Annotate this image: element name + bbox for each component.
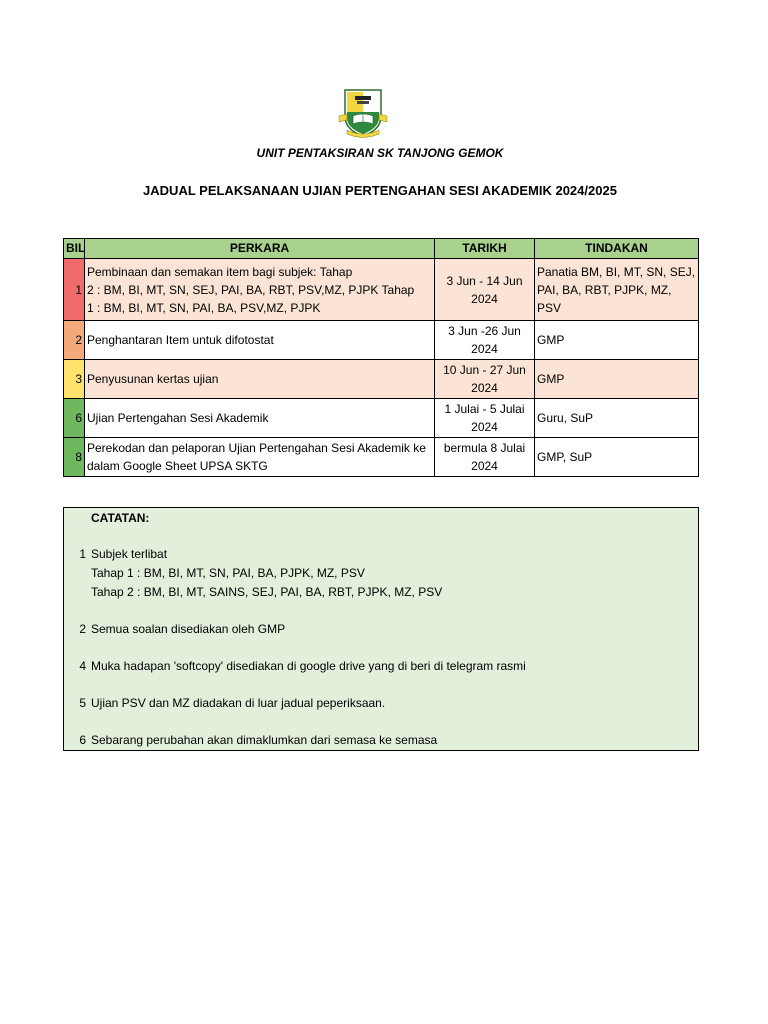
row-tarikh: 3 Jun - 14 Jun 2024: [435, 259, 535, 321]
school-crest-logo: [337, 86, 389, 138]
notes-box: [63, 507, 699, 751]
note-line: Tahap 2 : BM, BI, MT, SAINS, SEJ, PAI, BA, RBT, PJPK, MZ, PSV: [91, 585, 443, 599]
row-tarikh: 1 Julai - 5 Julai 2024: [435, 399, 535, 438]
header-tindakan: TINDAKAN: [535, 239, 699, 259]
row-perkara: Perekodan dan pelaporan Ujian Pertengahan Sesi Akademik ke dalam Google Sheet UPSA SKTG: [85, 438, 435, 477]
note-number: 4: [79, 659, 86, 673]
row-perkara: Penghantaran Item untuk difotostat: [85, 321, 435, 360]
row-tarikh: bermula 8 Julai 2024: [435, 438, 535, 477]
row-perkara: Penyusunan kertas ujian: [85, 360, 435, 399]
row-perkara: Ujian Pertengahan Sesi Akademik: [85, 399, 435, 438]
notes-heading: CATATAN:: [91, 511, 150, 525]
header-bil: BIL: [64, 239, 85, 259]
table-row: [64, 438, 699, 477]
table-row: [64, 360, 699, 399]
row-number: 8: [64, 438, 85, 477]
note-text: [91, 545, 442, 602]
note-number: 1: [79, 547, 86, 561]
row-tarikh: 3 Jun -26 Jun 2024: [435, 321, 535, 360]
perkara-line: Pembinaan dan semakan item bagi subjek: Tahap: [87, 264, 353, 279]
table-row: [64, 399, 699, 438]
row-number: 3: [64, 360, 85, 399]
note-number: 5: [79, 696, 86, 710]
document-title: JADUAL PELAKSANAAN UJIAN PERTENGAHAN SESI AKADEMIK 2024/2025: [143, 183, 617, 198]
schedule-table: [63, 238, 699, 477]
table-row: [64, 321, 699, 360]
row-tindakan: GMP, SuP: [535, 438, 699, 477]
header-tarikh: TARIKH: [435, 239, 535, 259]
table-header-row: [64, 239, 699, 259]
table-row: [64, 259, 699, 321]
row-tarikh: 10 Jun - 27 Jun 2024: [435, 360, 535, 399]
row-number: 1: [64, 259, 85, 321]
perkara-line: 2 : BM, BI, MT, SN, SEJ, PAI, BA, RBT, PSV,MZ, PJPK Tahap: [87, 282, 415, 297]
row-tindakan: Guru, SuP: [535, 399, 699, 438]
row-tindakan: GMP: [535, 360, 699, 399]
row-number: 2: [64, 321, 85, 360]
unit-title: UNIT PENTAKSIRAN SK TANJONG GEMOK: [256, 146, 504, 160]
note-text: Muka hadapan 'softcopy' disediakan di google drive yang di beri di telegram rasmi: [91, 659, 526, 673]
row-tindakan: GMP: [535, 321, 699, 360]
note-line: Tahap 1 : BM, BI, MT, SN, PAI, BA, PJPK, MZ, PSV: [91, 566, 365, 580]
row-perkara: [85, 259, 435, 321]
row-tindakan: Panatia BM, BI, MT, SN, SEJ, PAI, BA, RBT, PJPK, MZ, PSV: [535, 259, 699, 321]
row-number: 6: [64, 399, 85, 438]
perkara-line: 1 : BM, BI, MT, SN, PAI, BA, PSV,MZ, PJPK: [87, 300, 321, 315]
note-text: Ujian PSV dan MZ diadakan di luar jadual peperiksaan.: [91, 696, 386, 710]
note-number: 6: [79, 733, 86, 747]
note-number: 2: [79, 622, 86, 636]
header-perkara: PERKARA: [85, 239, 435, 259]
note-text: Semua soalan disediakan oleh GMP: [91, 622, 286, 636]
note-line: Subjek terlibat: [91, 547, 168, 561]
note-text: Sebarang perubahan akan dimaklumkan dari semasa ke semasa: [91, 733, 438, 747]
